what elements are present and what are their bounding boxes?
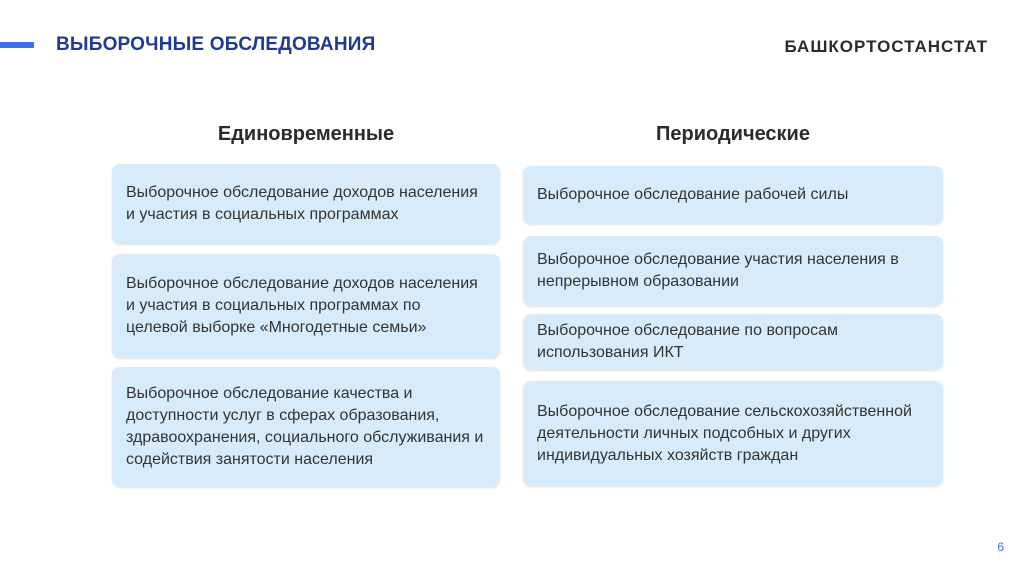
brand-logo-text: БАШКОРТОСТАНСТАТ xyxy=(784,37,988,56)
survey-card-periodic-3 xyxy=(523,314,943,370)
survey-card-text: Выборочное обследование рабочей силы xyxy=(537,186,849,203)
column-heading-one-time: Единовременные xyxy=(217,123,395,145)
survey-card-text: Выборочное обследование участия населения в непрерывном образовании xyxy=(537,251,899,290)
survey-card-text: Выборочное обследование качества и доступности услуг в сферах образования, здравоохранения, социального обслуживания и содействия занятости населения xyxy=(126,385,484,468)
survey-card-one-time-1 xyxy=(112,164,500,244)
slide-title: ВЫБОРОЧНЫЕ ОБСЛЕДОВАНИЯ xyxy=(56,34,376,55)
survey-card-text: Выборочное обследование доходов населения и участия в социальных программах xyxy=(126,184,478,223)
survey-card-periodic-1 xyxy=(523,166,943,224)
accent-bar xyxy=(0,42,34,48)
page-number: 6 xyxy=(997,540,1004,554)
column-heading-periodic: Периодические xyxy=(656,123,810,145)
survey-card-text: Выборочное обследование сельскохозяйственной деятельности личных подсобных и других индивидуальных хозяйств граждан xyxy=(537,402,912,464)
survey-card-periodic-2 xyxy=(523,236,943,306)
survey-card-periodic-4 xyxy=(523,381,943,486)
survey-card-one-time-3 xyxy=(112,367,500,487)
survey-card-text: Выборочное обследование доходов населения и участия в социальных программах по целевой выборке «Многодетные семьи» xyxy=(126,275,478,336)
survey-card-text: Выборочное обследование по вопросам использования ИКТ xyxy=(537,322,839,361)
survey-card-one-time-2 xyxy=(112,254,500,358)
